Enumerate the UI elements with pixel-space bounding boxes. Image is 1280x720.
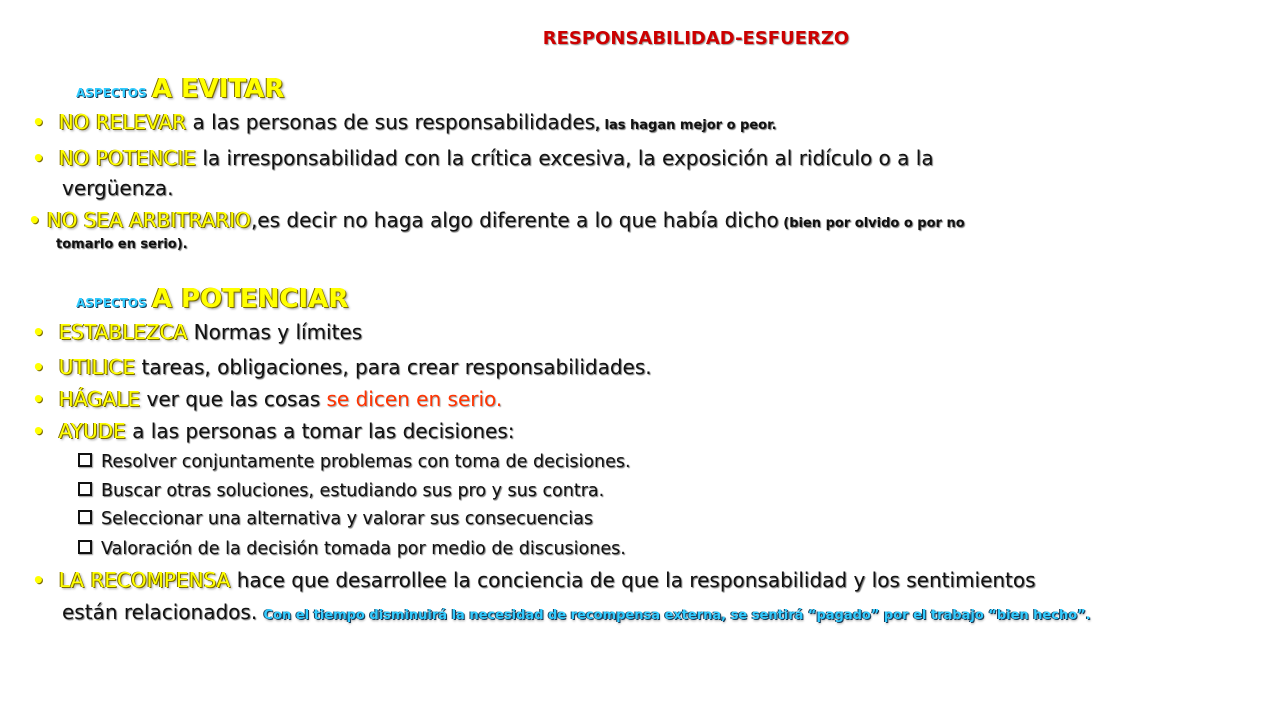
item-note-continued: tomarlo en serio). [56,237,188,252]
bullet-icon: • [32,355,45,379]
sub-item-text: Seleccionar una alternativa y valorar sus consecuencias [101,509,593,529]
sub-item-text: Buscar otras soluciones, estudiando sus pro y sus contra. [101,481,605,501]
item-text: a las personas de sus responsabilidades [186,110,596,134]
checkbox-icon [78,482,92,496]
item-text: la irresponsabilidad con la crítica excesiva, la exposición al ridículo o a la [195,146,934,170]
list-item [28,208,965,232]
bullet-icon: • [32,568,45,592]
section-heading-avoid [76,74,284,104]
list-item [32,320,362,344]
bullet-icon: • [32,146,45,170]
item-text: ver que las cosas [140,387,327,411]
bullet-icon: • [32,110,45,134]
list-item [32,568,1036,592]
item-text: ,es decir no haga algo diferente a lo que había dicho [250,208,779,232]
item-key: NO POTENCIE [58,146,196,170]
checkbox-icon [78,540,92,554]
section-title: A EVITAR [151,74,285,104]
item-key: ESTABLEZCA [58,320,188,344]
item-note: , las hagan mejor o peor. [595,118,777,133]
item-key: LA RECOMPENSA [58,568,231,592]
section-title: A POTENCIAR [151,284,349,314]
checkbox-icon [78,510,92,524]
page-title: RESPONSABILIDAD-ESFUERZO [542,28,850,49]
list-item [32,110,777,134]
list-item [32,387,502,411]
bullet-icon: • [32,419,45,443]
item-text-continued: vergüenza. [62,176,174,200]
item-text: tareas, obligaciones, para crear responsabilidades. [135,355,652,379]
sub-item-text: Resolver conjuntamente problemas con toma de decisiones. [101,452,631,472]
list-item [32,419,514,443]
section-prefix: ASPECTOS [76,86,147,100]
list-item [32,146,934,170]
item-note: Con el tiempo disminuirá la necesidad de recompensa externa, se sentirá “pagado” por el trabajo “bien hecho”. [263,608,1091,623]
bullet-icon: • [32,320,45,344]
item-text: hace que desarrollee la conciencia de que la responsabilidad y los sentimientos [230,568,1036,592]
item-continued [62,600,1091,624]
item-key: NO RELEVAR [58,110,187,134]
item-text: a las personas a tomar las decisiones: [125,419,515,443]
item-text: Normas y límites [187,320,363,344]
sub-list-item [78,452,631,472]
bullet-icon: • [32,387,45,411]
item-note: (bien por olvido o por no [778,216,965,231]
sub-list-item [78,481,604,501]
item-emphasis: se dicen en serio. [326,387,503,411]
item-key: UTILICE [58,355,136,379]
section-heading-enhance [76,284,348,314]
bullet-icon: • [28,208,41,232]
item-key: AYUDE [58,419,126,443]
sub-list-item [78,509,593,529]
item-key: HÁGALE [58,387,141,411]
section-prefix: ASPECTOS [76,296,147,310]
item-text-continued: están relacionados. [62,600,264,624]
item-key: NO SEA ARBITRARIO [46,208,251,232]
sub-item-text: Valoración de la decisión tomada por medio de discusiones. [101,539,626,559]
checkbox-icon [78,453,92,467]
list-item [32,355,652,379]
sub-list-item [78,539,626,559]
